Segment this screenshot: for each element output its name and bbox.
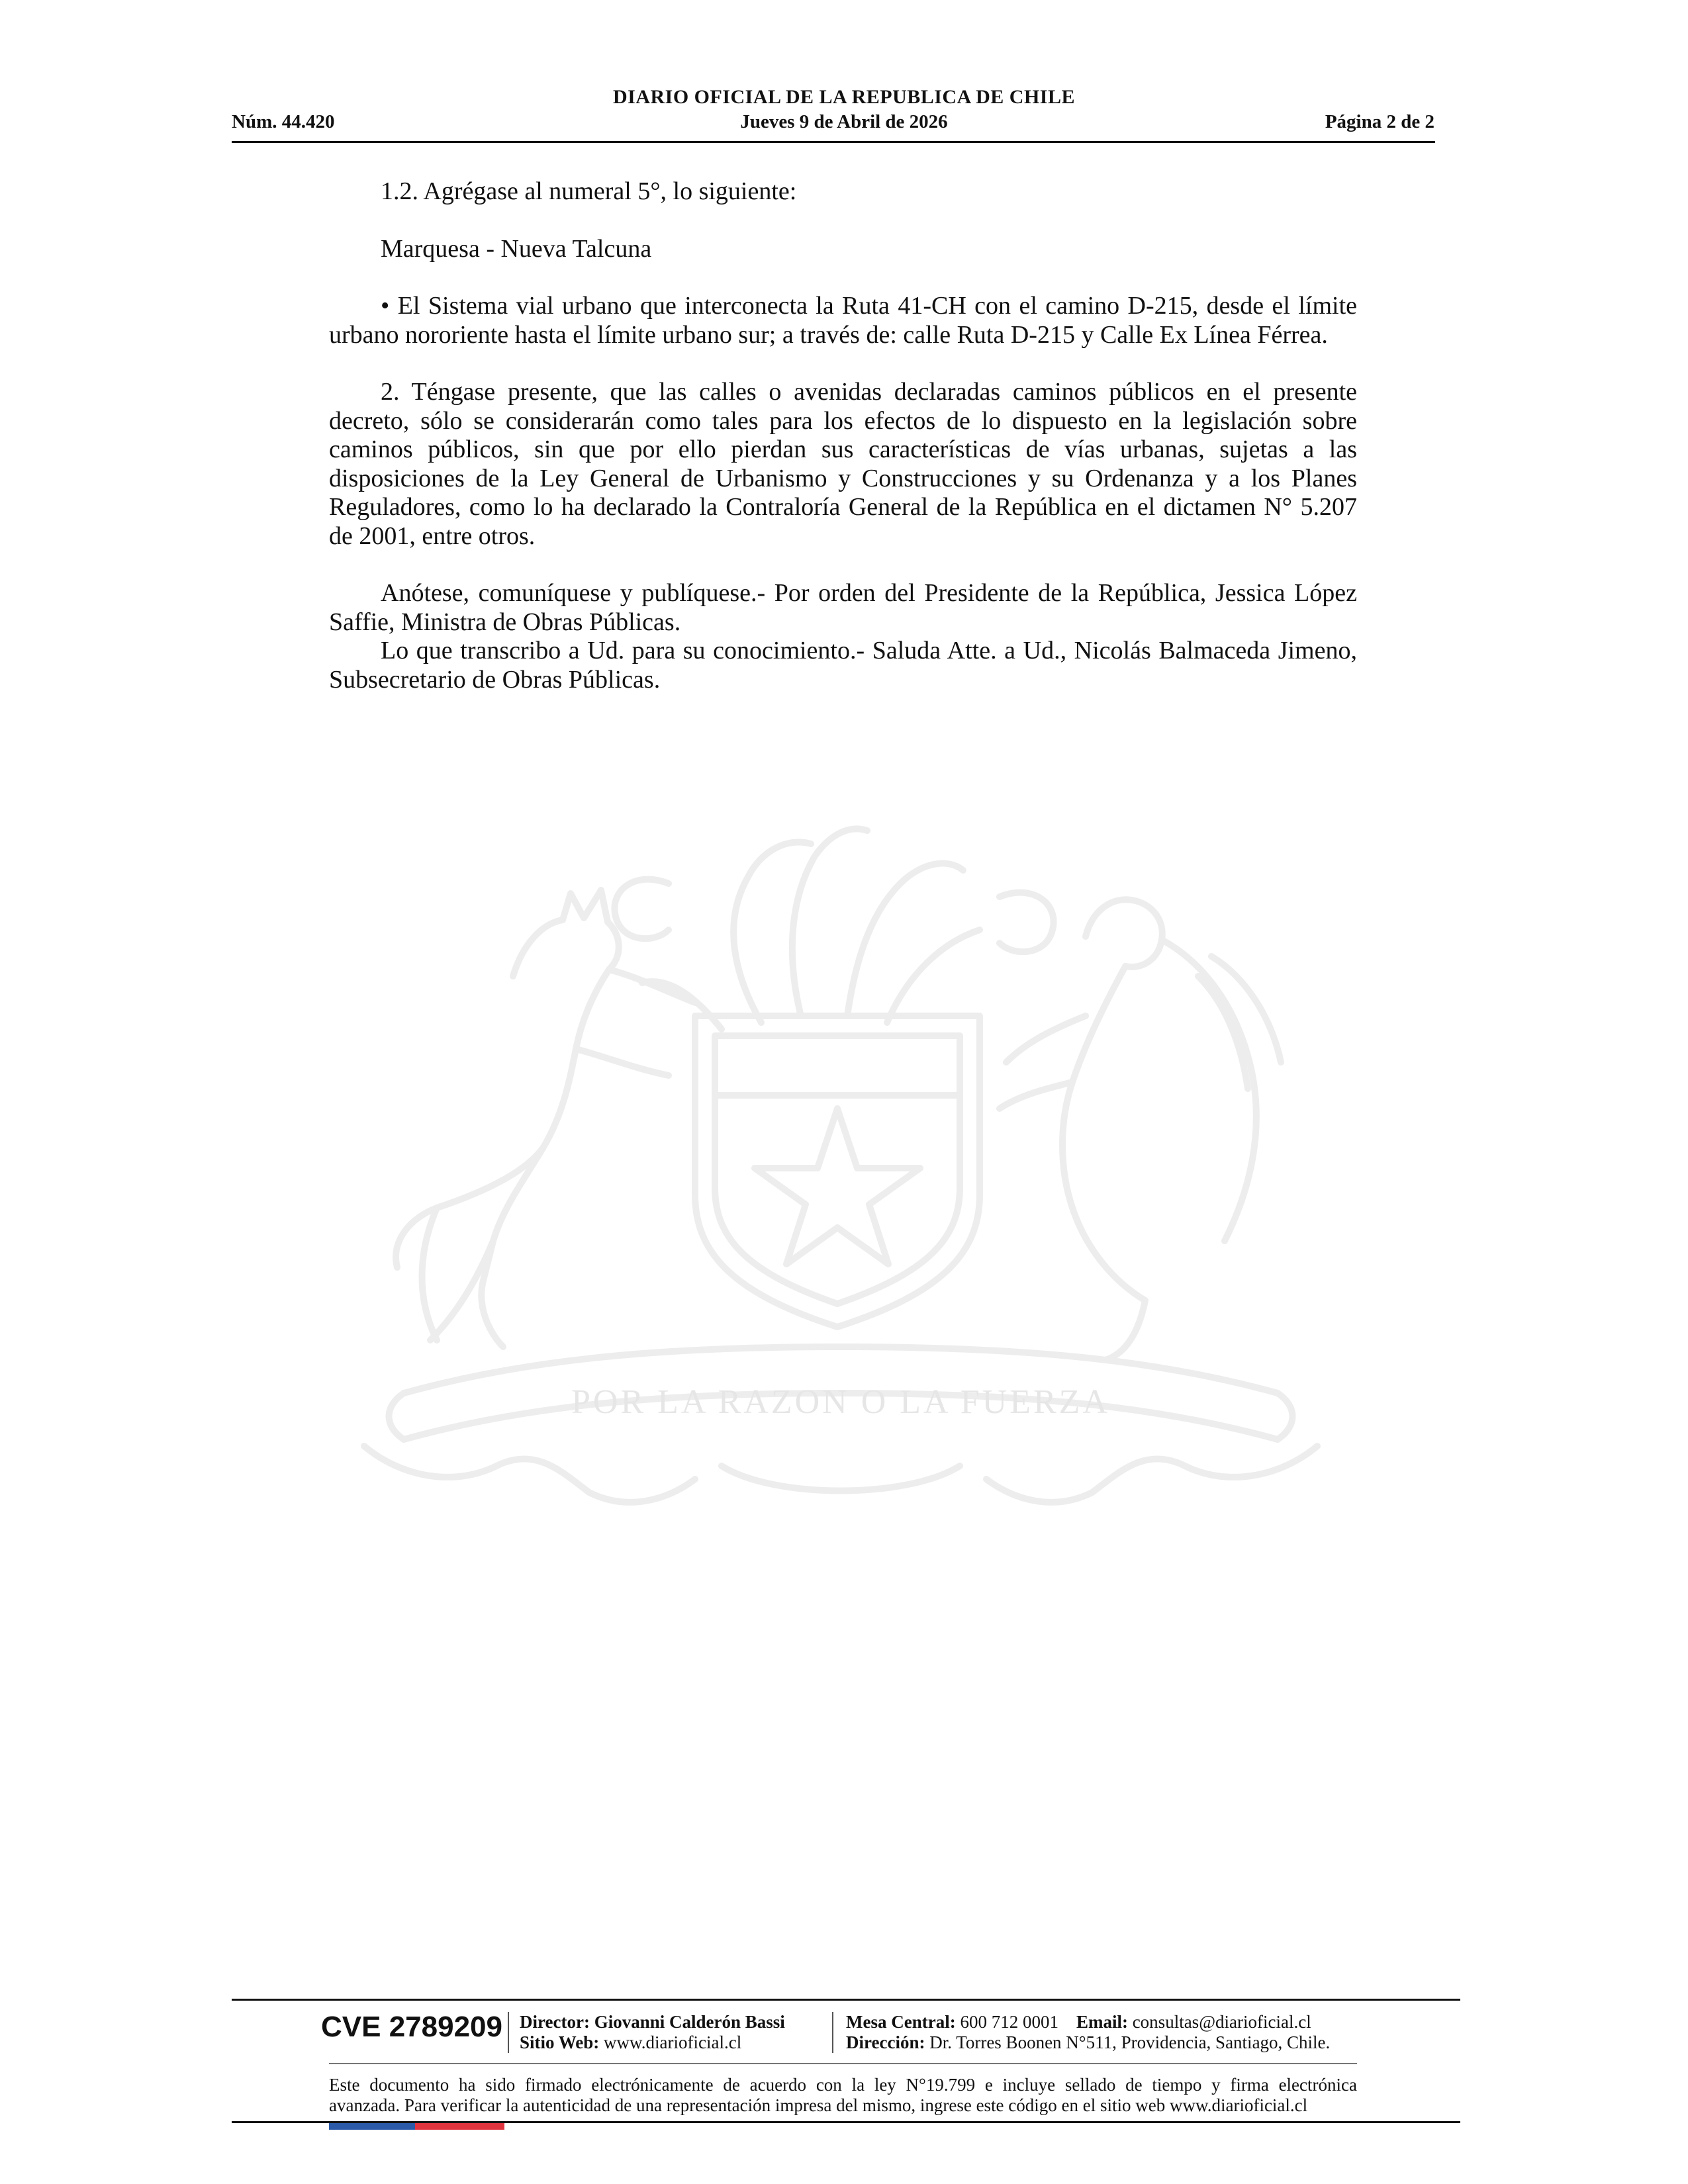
decree-body bbox=[329, 177, 1357, 694]
paragraph-1-2: 1.2. Agrégase al numeral 5°, lo siguiente: bbox=[381, 177, 797, 205]
newspaper-title: DIARIO OFICIAL DE LA REPUBLICA DE CHILE bbox=[613, 86, 1075, 108]
email-link[interactable]: consultas@diarioficial.cl bbox=[1132, 2012, 1311, 2032]
legal-line-1: Este documento ha sido firmado electrónicamente de acuerdo con la ley N°19.799 e incluye sellado de tiempo y firma electrónica bbox=[329, 2075, 1357, 2095]
paragraph-2: 2. Téngase presente, que las calles o avenidas declaradas caminos públicos en el presente decreto, sólo se considerarán como tales para los efectos de lo dispuesto en la legislación sobre caminos públicos, sin que por ello pierdan sus características de vías urbanas, sujetas a las disposiciones de la Ley General de Urbanismo y Construcciones y su Ordenanza y a los Planes Reguladores, como lo ha declarado la Contraloría General de la República en el dictamen N° 5.207 de 2001, entre otros. bbox=[329, 378, 1357, 550]
address-text: Dr. Torres Boonen N°511, Providencia, Santiago, Chile. bbox=[929, 2032, 1331, 2052]
cve-code: CVE 2789209 bbox=[321, 2011, 502, 2043]
coat-of-arms-watermark-icon bbox=[324, 778, 1357, 1525]
director-name: Giovanni Calderón Bassi bbox=[594, 2012, 785, 2032]
director-label: Director: bbox=[520, 2012, 590, 2032]
mesa-label: Mesa Central: bbox=[846, 2012, 956, 2032]
address-label: Dirección: bbox=[846, 2032, 925, 2052]
closing-formula: Anótese, comuníquese y publíquese.- Por orden del Presidente de la República, Jessica López Saffie, Ministra de Obras Públicas. bbox=[329, 579, 1357, 636]
flag-bar-red bbox=[415, 2123, 504, 2130]
footer-top-rule bbox=[232, 1999, 1460, 2001]
legal-line-2: avanzada. Para verificar la autenticidad de una representación impresa del mismo, ingrese este código en el sitio web www.diarioficial.cl bbox=[329, 2095, 1308, 2115]
page-number: Página 2 de 2 bbox=[1325, 111, 1434, 132]
footer-director-block bbox=[520, 2012, 785, 2053]
transcription-note: Lo que transcribo a Ud. para su conocimiento.- Saluda Atte. a Ud., Nicolás Balmaceda Jimeno, Subsecretario de Obras Públicas. bbox=[329, 637, 1357, 694]
website-label: Sitio Web: bbox=[520, 2032, 600, 2052]
issue-date: Jueves 9 de Abril de 2026 bbox=[740, 111, 948, 132]
issue-number: Núm. 44.420 bbox=[232, 111, 335, 132]
footer-separator bbox=[508, 2012, 509, 2053]
website-link[interactable]: www.diarioficial.cl bbox=[604, 2032, 742, 2052]
seal-motto: POR LA RAZON O LA FUERZA bbox=[571, 1383, 1110, 1421]
header-rule bbox=[232, 141, 1435, 143]
footer-separator bbox=[832, 2012, 833, 2053]
locality-heading: Marquesa - Nueva Talcuna bbox=[381, 234, 652, 263]
mesa-phone: 600 712 0001 bbox=[960, 2012, 1058, 2032]
email-label: Email: bbox=[1076, 2012, 1128, 2032]
flag-bar-blue bbox=[329, 2123, 415, 2130]
footer-mid-rule bbox=[329, 2063, 1357, 2064]
legal-notice bbox=[329, 2075, 1357, 2116]
footer-contact-block bbox=[846, 2012, 1330, 2053]
bullet-route-description: • El Sistema vial urbano que interconecta la Ruta 41-CH con el camino D-215, desde el límite urbano nororiente hasta el límite urbano sur; a través de: calle Ruta D-215 y Calle Ex Línea Férrea. bbox=[329, 292, 1357, 349]
